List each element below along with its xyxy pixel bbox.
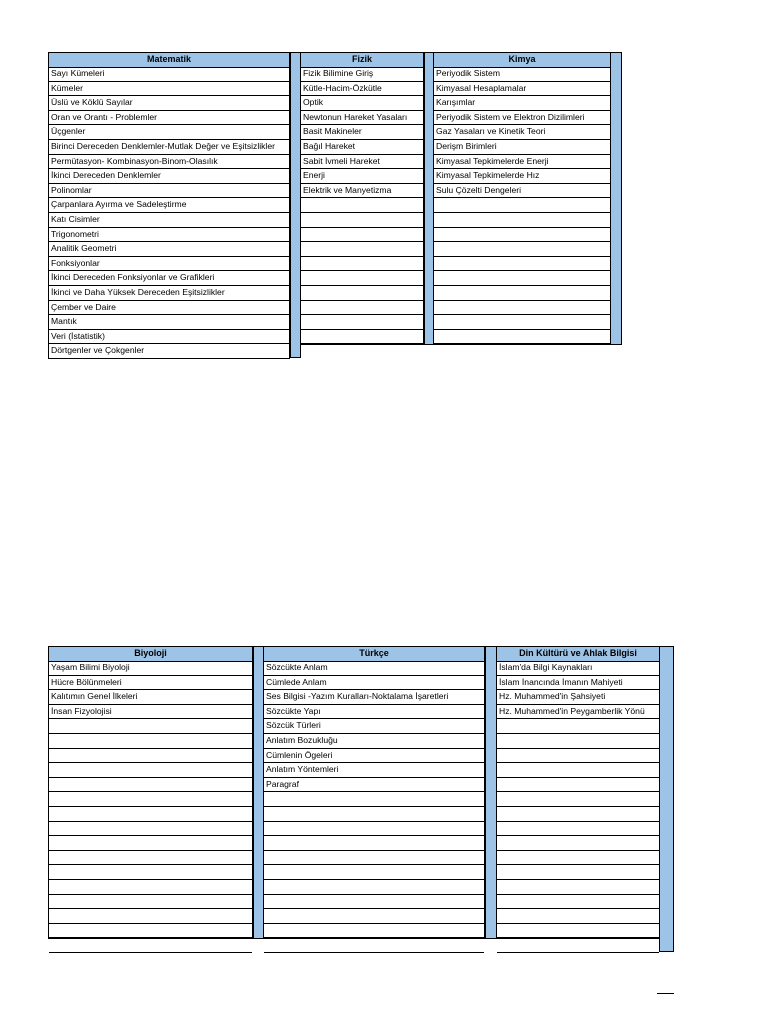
- topic-row: [49, 865, 252, 880]
- topic-row: İkinci Dereceden Denklemler: [49, 169, 289, 184]
- topic-row: İnsan Fizyolojisi: [49, 705, 252, 720]
- topic-row: [434, 228, 610, 243]
- topic-row: [497, 836, 659, 851]
- topic-row: Sulu Çözelti Dengeleri: [434, 184, 610, 199]
- topic-row: [49, 851, 252, 866]
- topic-row: [497, 807, 659, 822]
- topic-row: Sözcük Türleri: [264, 719, 484, 734]
- topic-row: Periyodik Sistem: [434, 67, 610, 82]
- topic-row: [264, 851, 484, 866]
- topic-row: [497, 763, 659, 778]
- topic-row: [264, 924, 484, 939]
- turkce-header: Türkçe: [264, 647, 484, 662]
- topic-row: [49, 763, 252, 778]
- topic-row: Çarpanlara Ayırma ve Sadeleştirme: [49, 198, 289, 213]
- topic-row: [49, 895, 252, 910]
- topic-row: Derişm Birimleri: [434, 140, 610, 155]
- topic-row: Mantık: [49, 315, 289, 330]
- topic-row: [497, 895, 659, 910]
- topic-row: Çember ve Daire: [49, 301, 289, 316]
- topic-row: [49, 719, 252, 734]
- topic-row: Hz. Muhammed'in Peygamberlik Yönü: [497, 705, 659, 720]
- topic-row: [264, 938, 484, 953]
- topic-row: [301, 242, 423, 257]
- topic-row: [434, 286, 610, 301]
- topic-row: [497, 938, 659, 953]
- topic-row: Permütasyon- Kombinasyon-Binom-Olasılık: [49, 155, 289, 170]
- topic-row: [497, 778, 659, 793]
- topic-row: İkinci ve Daha Yüksek Dereceden Eşitsizlikler: [49, 286, 289, 301]
- topic-row: [49, 822, 252, 837]
- topic-row: [434, 257, 610, 272]
- topic-row: [49, 880, 252, 895]
- turkce-column: [263, 646, 485, 939]
- topic-row: Kimyasal Hesaplamalar: [434, 82, 610, 97]
- topic-row: Üslü ve Köklü Sayılar: [49, 96, 289, 111]
- topic-row: [49, 734, 252, 749]
- fizik-header: Fizik: [301, 53, 423, 68]
- topic-row: [301, 271, 423, 286]
- topic-row: Sayı Kümeleri: [49, 67, 289, 82]
- topic-row: Enerji: [301, 169, 423, 184]
- topic-row: [301, 315, 423, 330]
- topic-row: [301, 213, 423, 228]
- topic-row: [497, 749, 659, 764]
- topic-row: [264, 880, 484, 895]
- topic-row: [497, 851, 659, 866]
- topic-row: Kimyasal Tepkimelerde Hız: [434, 169, 610, 184]
- topic-row: Kimyasal Tepkimelerde Enerji: [434, 155, 610, 170]
- topic-row: [301, 257, 423, 272]
- topic-row: Basit Makineler: [301, 125, 423, 140]
- topic-row: İkinci Dereceden Fonksiyonlar ve Grafikleri: [49, 271, 289, 286]
- page-dash-mark: [657, 993, 674, 994]
- topic-row: [497, 909, 659, 924]
- topic-row: [49, 778, 252, 793]
- topic-row: [301, 286, 423, 301]
- topic-row: [434, 242, 610, 257]
- topic-row: [497, 734, 659, 749]
- topic-row: [434, 301, 610, 316]
- topic-row: Kalıtımın Genel İlkeleri: [49, 690, 252, 705]
- topic-row: [49, 807, 252, 822]
- topic-row: [301, 198, 423, 213]
- topic-row: [264, 909, 484, 924]
- topic-row: Cümlede Anlam: [264, 676, 484, 691]
- topic-row: Hücre Bölünmeleri: [49, 676, 252, 691]
- topic-row: [497, 719, 659, 734]
- topic-row: [49, 938, 252, 953]
- fizik-column: [300, 52, 424, 345]
- topic-row: Hz. Muhammed'in Şahsiyeti: [497, 690, 659, 705]
- topic-row: Anlatım Bozukluğu: [264, 734, 484, 749]
- topic-row: Dörtgenler ve Çokgenler: [49, 344, 289, 359]
- topic-row: [497, 865, 659, 880]
- topic-row: [264, 792, 484, 807]
- topic-row: [434, 330, 610, 345]
- topic-row: Fonksiyonlar: [49, 257, 289, 272]
- topic-row: Sözcükte Yapı: [264, 705, 484, 720]
- topic-row: Veri (İstatistik): [49, 330, 289, 345]
- topic-row: İslam İnancında İmanın Mahiyeti: [497, 676, 659, 691]
- topic-row: Optik: [301, 96, 423, 111]
- topic-row: [301, 301, 423, 316]
- topic-row: [264, 807, 484, 822]
- topic-row: Katı Cisimler: [49, 213, 289, 228]
- topic-row: Cümlenin Ögeleri: [264, 749, 484, 764]
- topic-row: [264, 822, 484, 837]
- topic-row: [497, 880, 659, 895]
- matematik-column: [48, 52, 290, 359]
- topic-row: Bağıl Hareket: [301, 140, 423, 155]
- topic-row: Birinci Dereceden Denklemler-Mutlak Değer ve Eşitsizlikler: [49, 140, 289, 155]
- din-column: [496, 646, 660, 939]
- topic-row: [49, 909, 252, 924]
- topic-row: [49, 924, 252, 939]
- topic-row: İslam'da Bilgi Kaynakları: [497, 661, 659, 676]
- din-edge-stripe: [659, 646, 674, 952]
- kimya-edge-stripe: [610, 52, 622, 345]
- topic-row: Fizik Bilimine Giriş: [301, 67, 423, 82]
- topic-row: Sözcükte Anlam: [264, 661, 484, 676]
- topic-row: Polinomlar: [49, 184, 289, 199]
- topic-row: Newtonun Hareket Yasaları: [301, 111, 423, 126]
- topic-row: [264, 895, 484, 910]
- topic-row: [264, 836, 484, 851]
- topic-row: Trigonometri: [49, 228, 289, 243]
- topic-row: Oran ve Orantı - Problemler: [49, 111, 289, 126]
- topic-row: Paragraf: [264, 778, 484, 793]
- topic-row: Periyodik Sistem ve Elektron Dizilimleri: [434, 111, 610, 126]
- topic-row: Analitik Geometri: [49, 242, 289, 257]
- topic-row: Karışımlar: [434, 96, 610, 111]
- topic-row: Ses Bilgisi -Yazım Kuralları-Noktalama İşaretleri: [264, 690, 484, 705]
- topic-row: [434, 271, 610, 286]
- topic-row: [264, 865, 484, 880]
- topic-row: [497, 924, 659, 939]
- topic-row: [49, 749, 252, 764]
- topic-row: Yaşam Bilimi Biyoloji: [49, 661, 252, 676]
- biyoloji-column: [48, 646, 253, 939]
- topic-row: [434, 198, 610, 213]
- topic-row: [49, 836, 252, 851]
- topic-row: [301, 228, 423, 243]
- topic-row: [434, 213, 610, 228]
- topic-row: Gaz Yasaları ve Kinetik Teori: [434, 125, 610, 140]
- kimya-header: Kimya: [434, 53, 610, 68]
- biyoloji-header: Biyoloji: [49, 647, 252, 662]
- topic-row: Elektrik ve Manyetizma: [301, 184, 423, 199]
- topic-row: [497, 792, 659, 807]
- din-header: Din Kültürü ve Ahlak Bilgisi: [497, 647, 659, 662]
- kimya-column: [433, 52, 611, 345]
- topic-row: [497, 822, 659, 837]
- topic-row: Üçgenler: [49, 125, 289, 140]
- topic-row: [49, 792, 252, 807]
- topic-row: [301, 330, 423, 345]
- matematik-header: Matematik: [49, 53, 289, 68]
- topic-row: Kütle-Hacim-Özkütle: [301, 82, 423, 97]
- topic-row: [434, 315, 610, 330]
- topic-row: Sabit İvmeli Hareket: [301, 155, 423, 170]
- topic-row: Anlatım Yöntemleri: [264, 763, 484, 778]
- topic-row: Kümeler: [49, 82, 289, 97]
